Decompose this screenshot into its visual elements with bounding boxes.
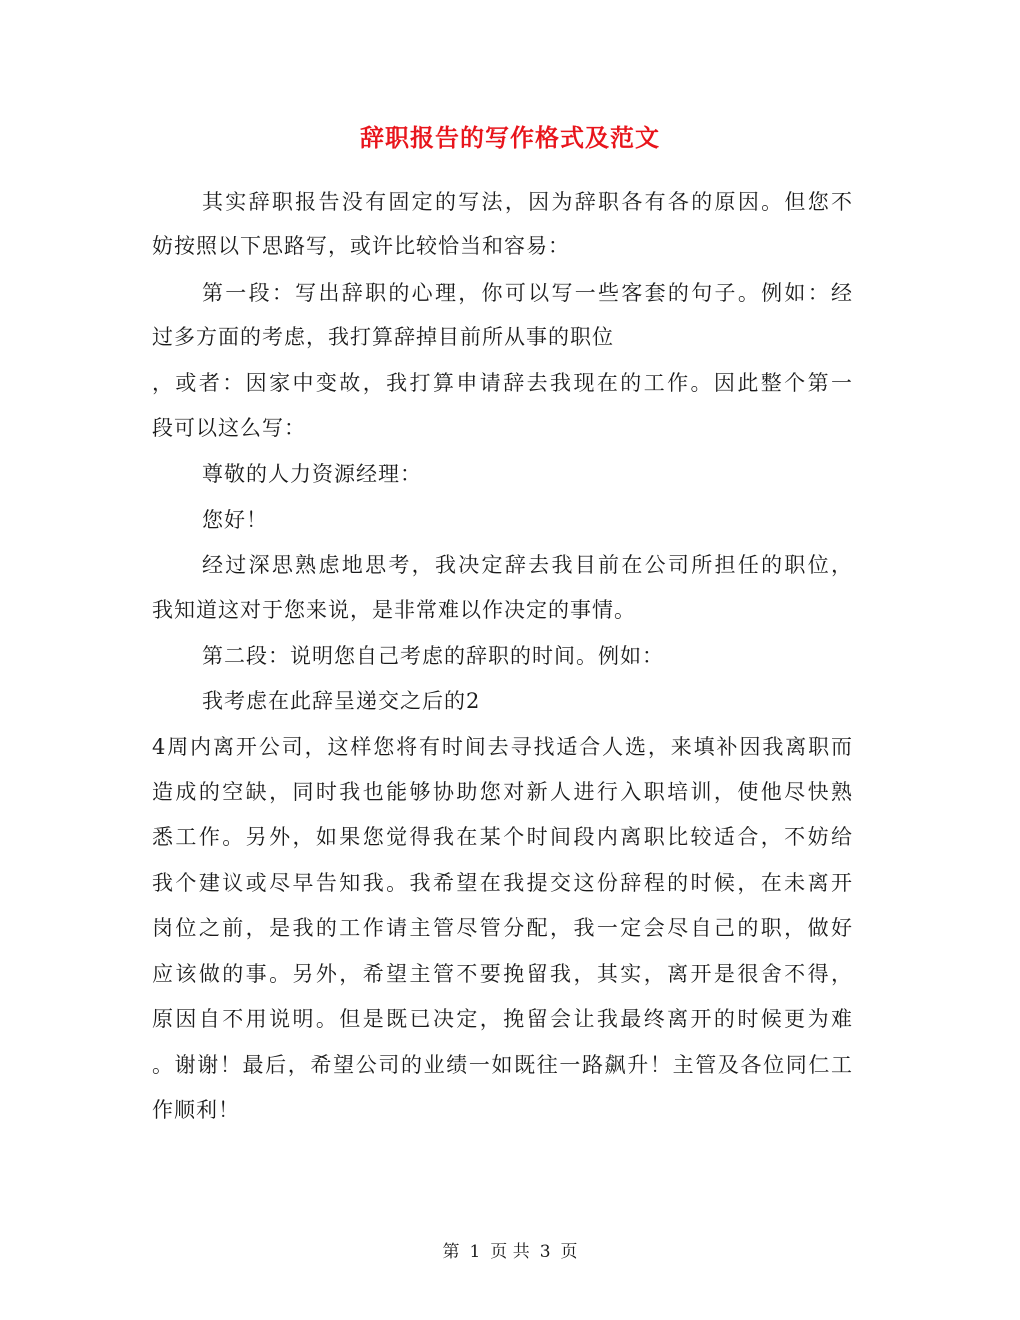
body-line: 悉工作。另外，如果您觉得我在某个时间段内离职比较适合，不妨给: [152, 825, 852, 849]
body-line: 我知道这对于您来说，是非常难以作决定的事情。: [152, 598, 636, 622]
body-line: 第二段：说明您自己考虑的辞职的时间。例如：: [202, 644, 664, 668]
body-line: 。谢谢！最后，希望公司的业绩一如既往一路飙升！主管及各位同仁工: [152, 1053, 852, 1077]
body-line: 4周内离开公司，这样您将有时间去寻找适合人选，来填补因我离职而: [152, 735, 852, 759]
body-line: 经过深思熟虑地思考，我决定辞去我目前在公司所担任的职位，: [202, 553, 852, 577]
body-line: 我考虑在此辞呈递交之后的2: [202, 689, 481, 713]
footer-suffix: 页: [560, 1242, 578, 1262]
body-line: 尊敬的人力资源经理：: [202, 462, 422, 486]
body-line: 作顺利！: [152, 1098, 240, 1122]
body-line: 您好！: [202, 508, 268, 532]
footer-page-number: 1: [469, 1242, 481, 1262]
body-line: 岗位之前，是我的工作请主管尽管分配，我一定会尽自己的职，做好: [152, 916, 852, 940]
body-line: 应该做的事。另外，希望主管不要挽留我，其实，离开是很舍不得，: [152, 962, 852, 986]
body-line: 妨按照以下思路写，或许比较恰当和容易：: [152, 234, 570, 258]
body-line: 第一段：写出辞职的心理，你可以写一些客套的句子。例如：经: [202, 281, 852, 305]
body-line: 段可以这么写：: [152, 416, 306, 440]
body-line: 我个建议或尽早告知我。我希望在我提交这份辞程的时候，在未离开: [152, 871, 852, 895]
page-title: 辞职报告的写作格式及范文: [360, 123, 660, 152]
page-footer: [0, 1237, 1020, 1262]
footer-prefix: 第: [442, 1242, 460, 1262]
body-line: ，或者：因家中变故，我打算申请辞去我现在的工作。因此整个第一: [152, 371, 852, 395]
body-line: 造成的空缺，同时我也能够协助您对新人进行入职培训，使他尽快熟: [152, 780, 852, 804]
body-line: 原因自不用说明。但是既已决定，挽留会让我最终离开的时候更为难: [152, 1007, 852, 1031]
body-line: 过多方面的考虑，我打算辞掉目前所从事的职位: [152, 325, 614, 349]
footer-middle: 页 共: [490, 1242, 530, 1262]
footer-total-pages: 3: [539, 1242, 551, 1262]
body-line: 其实辞职报告没有固定的写法，因为辞职各有各的原因。但您不: [202, 190, 852, 214]
